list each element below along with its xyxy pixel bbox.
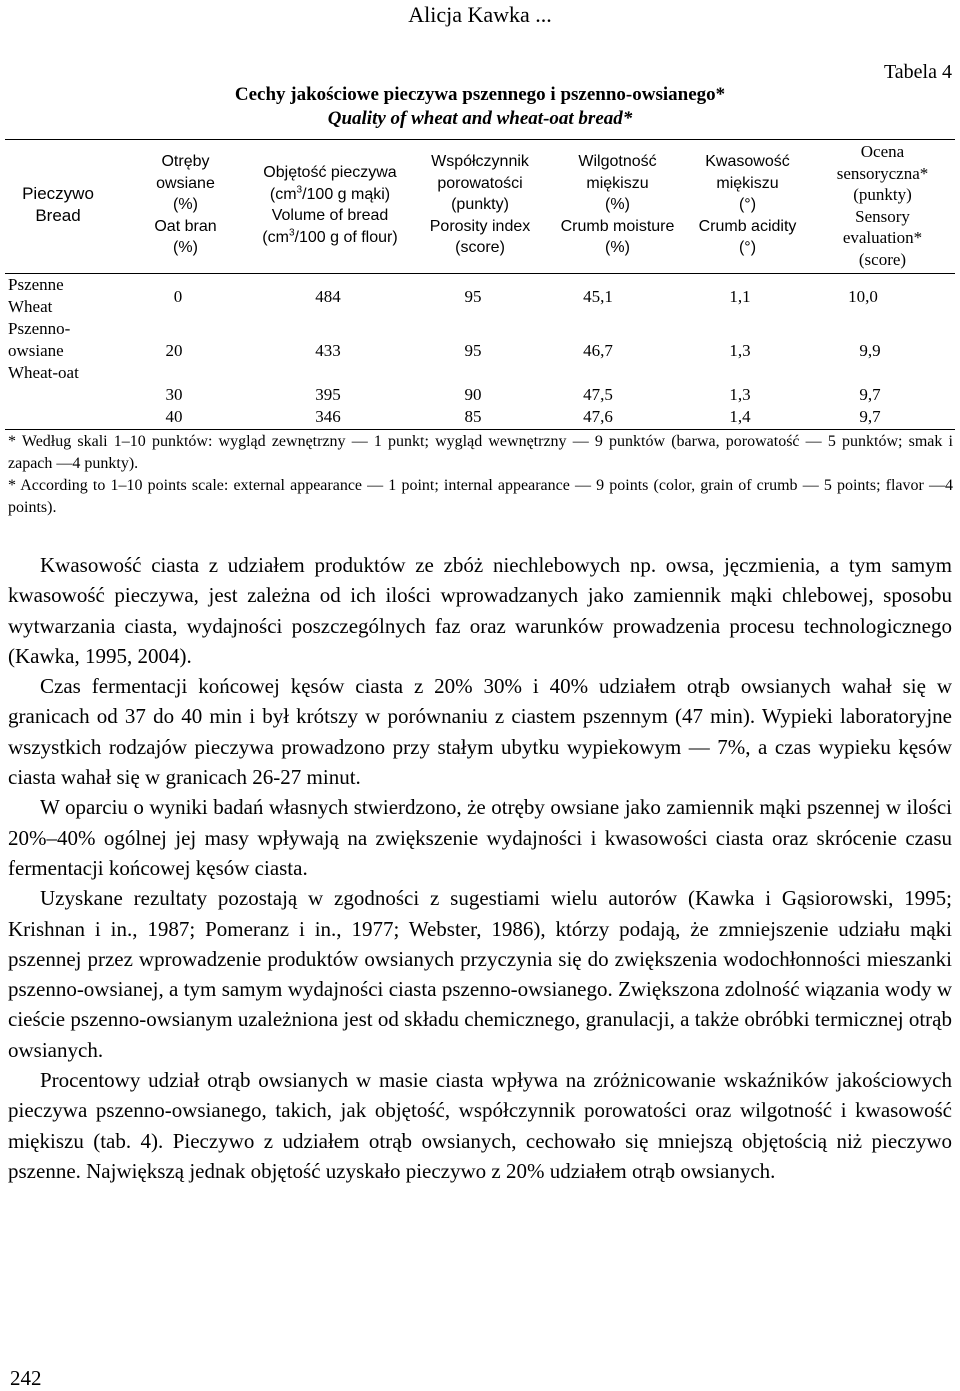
- cell-acidity: 1,3: [729, 385, 751, 404]
- header-porosity-line: (punkty): [451, 196, 509, 213]
- header-oat-bran-line: Otręby: [161, 153, 210, 170]
- header-porosity-line: porowatości: [437, 174, 523, 192]
- table-footnote-en: * According to 1–10 points scale: external appearance — 1 point; internal appearance — 9 points (color, grain of crumb — 5 points; flavor —4 points).: [8, 477, 953, 516]
- header-acidity-line: Kwasowość: [705, 153, 790, 170]
- cell-moisture: 45,1: [583, 287, 613, 306]
- header-volume-pl: Objętość pieczywa: [263, 164, 397, 181]
- cell-porosity: 85: [464, 407, 482, 426]
- header-moisture-line: miękiszu: [586, 174, 649, 192]
- cell-volume: 433: [315, 341, 341, 360]
- cell-volume: 484: [315, 287, 341, 306]
- header-acidity-line: (°): [738, 196, 757, 213]
- header-sensory-line: Sensory: [855, 206, 910, 226]
- header-volume-unit-en: [245, 227, 415, 249]
- header-sensory-line: evaluation*: [842, 228, 923, 247]
- cell-moisture: 46,7: [583, 341, 613, 360]
- table-bottom-rule: [5, 429, 955, 430]
- table-footnote-pl: * Według skali 1–10 punktów: wygląd zewnętrzny — 1 punkt; wygląd wewnętrzny — 9 punktów (barwa, porowatość — 5 punktów; smak i zapach —4 punkty).: [8, 433, 953, 472]
- row-label-line: owsiane: [8, 341, 64, 360]
- paragraph: Czas fermentacji końcowej kęsów ciasta z 20% 30% i 40% udziałem otrąb owsianych wahał się w granicach od 37 do 40 min i był krótszy w porównaniu z ciastem pszennym (47 min). Wypieki laboratoryjne wszystkich rodzajów pieczywa prowadzono przy stałym ubytku wypiekowym — 7%, a czas wypieku kęsów ciasta wahał się w granicach 26-27 minut.: [8, 674, 952, 790]
- unit-text: /100 g mąki): [302, 185, 391, 203]
- body-text: [8, 550, 952, 1186]
- cell-acidity: 1,4: [729, 407, 751, 426]
- header-porosity-line: (score): [455, 239, 505, 256]
- header-sensory-line: Ocena: [860, 142, 905, 161]
- row-label-wheat-oat: [8, 318, 79, 384]
- header-moisture-line: Wilgotność: [578, 153, 657, 170]
- cell-porosity: 95: [464, 287, 482, 306]
- cell-porosity: 95: [464, 341, 482, 360]
- header-sensory-line: (punkty): [853, 185, 912, 204]
- page-number: 242: [10, 1366, 42, 1390]
- header-acidity-line: Crumb acidity: [698, 217, 797, 235]
- header-oat-bran-line: owsiane: [156, 174, 215, 192]
- cell-volume: 346: [315, 407, 341, 426]
- cell-sensory: 9,9: [859, 341, 881, 360]
- paragraph: Kwasowość ciasta z udziałem produktów ze zbóż niechlebowych np. owsa, jęczmienia, a tym samym kwasowość pieczywa, jest zależna od ich ilości wprowadzanych jako zamiennik mąki chlebowej, sposobu wytwarzania ciasta, wydajności poszczególnych faz oraz warunków prowadzenia procesu technologicznego (Kawka, 1995, 2004).: [8, 553, 952, 668]
- cell-acidity: 1,1: [729, 287, 751, 306]
- cell-moisture: 47,5: [583, 385, 613, 404]
- cell-acidity: 1,3: [729, 341, 751, 360]
- row-label-line: Wheat: [8, 297, 53, 316]
- cell-oat-bran: 0: [173, 287, 183, 306]
- paragraph: Uzyskane rezultaty pozostają w zgodności z sugestiami wielu autorów (Kawka i Gąsiorowski, 1995; Krishnan i in., 1987; Pomeranz i in., 1977; Webster, 1986), którzy podają, że zmniejszenie udziału mąki pszennej przez wprowadzenie produktów owsianych przyczynia się do zwiększenia wodochłonności mieszanki pszenno-owsianej, a tym samym wydajności ciasta pszenno-owsianego. Zwiększona zdolność wiązania wody w cieście pszenno-owsianym uzależniona jest od składu chemicznego, granulacji, a także obróbki termicznej otrąb owsianych.: [8, 886, 952, 1062]
- table-title-pl: Cechy jakościowe pieczywa pszennego i pszenno-owsianego*: [234, 84, 726, 105]
- table-top-rule: [5, 139, 955, 140]
- header-volume-unit-pl: [245, 184, 415, 206]
- table-header-rule: [5, 273, 955, 274]
- cell-sensory: 9,7: [859, 385, 881, 404]
- unit-text: (cm: [269, 185, 297, 203]
- header-bread-pl: Pieczywo: [22, 184, 94, 203]
- running-head: Alicja Kawka ...: [408, 2, 552, 27]
- header-acidity: [680, 151, 815, 259]
- unit-text: (cm: [262, 228, 289, 246]
- row-label-line: Wheat-oat: [8, 363, 79, 382]
- unit-superscript: 3: [288, 227, 295, 239]
- header-moisture-line: (%): [605, 239, 630, 256]
- paragraph: W oparciu o wyniki badań własnych stwierdzono, że otręby owsiane jako zamiennik mąki pszennej w ilości 20%–40% ogólnej jej masy wpływają na zwiększenie wydajności i kwasowości ciasta oraz skrócenie czasu fermentacji końcowej kęsów ciasta.: [8, 795, 952, 880]
- header-porosity-line: Współczynnik: [431, 153, 529, 170]
- header-bread: [8, 183, 108, 226]
- cell-oat-bran: 40: [165, 407, 183, 426]
- cell-oat-bran: 30: [165, 385, 183, 404]
- cell-oat-bran: 20: [165, 341, 183, 360]
- header-acidity-line: miękiszu: [716, 174, 779, 192]
- header-oat-bran-line: Oat bran: [154, 217, 217, 235]
- cell-sensory: 10,0: [848, 287, 878, 306]
- header-acidity-line: (°): [738, 239, 757, 256]
- header-moisture: [545, 151, 690, 259]
- header-oat-bran: [138, 151, 233, 259]
- header-volume: [245, 162, 415, 248]
- header-bread-en: Bread: [35, 205, 81, 225]
- header-oat-bran-line: (%): [173, 196, 198, 213]
- cell-volume: 395: [315, 385, 341, 404]
- cell-porosity: 90: [464, 385, 482, 404]
- unit-superscript: 3: [296, 184, 303, 196]
- table-title-en: Quality of wheat and wheat-oat bread*: [327, 108, 633, 129]
- header-porosity-line: Porosity index: [429, 217, 531, 235]
- paragraph: Procentowy udział otrąb owsianych w masie ciasta wpływa na zróżnicowanie wskaźników jakościowych pieczywa pszenno-owsianego, takich, jak objętość, współczynnik porowatości oraz wilgotność i kwasowość miękiszu (tab. 4). Pieczywo z udziałem otrąb owsianych, cechowało się mniejszą objętością niż pieczywo pszenne. Największą jednak objętość uzyskało pieczywo z 20% udziałem otrąb owsianych.: [8, 1068, 952, 1183]
- header-sensory-line: (score): [858, 249, 907, 269]
- header-porosity: [410, 151, 550, 259]
- header-volume-en: Volume of bread: [271, 207, 389, 224]
- row-label-line: Pszenne: [8, 275, 64, 294]
- header-sensory: [820, 141, 945, 270]
- header-moisture-line: (%): [605, 196, 630, 213]
- table-label: Tabela 4: [883, 61, 952, 83]
- cell-sensory: 9,7: [859, 407, 881, 426]
- unit-text: /100 g of flour): [294, 228, 398, 246]
- cell-moisture: 47,6: [583, 407, 613, 426]
- header-oat-bran-line: (%): [173, 239, 198, 256]
- row-label-wheat: [8, 274, 64, 318]
- header-moisture-line: Crumb moisture: [560, 217, 675, 235]
- row-label-line: Pszenno-: [8, 319, 71, 338]
- header-sensory-line: sensoryczna*: [836, 163, 929, 183]
